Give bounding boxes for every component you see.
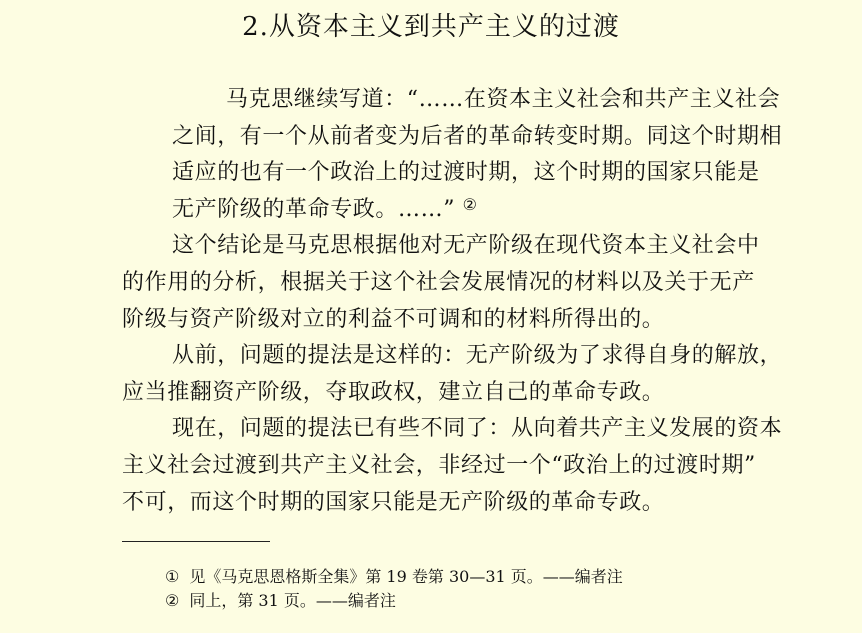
footnote-text: 同上，第 31 页。——编者注 — [189, 591, 396, 610]
paragraph-line: 从前，问题的提法是这样的：无产阶级为了求得自身的解放， — [172, 343, 783, 369]
quote-text: 无产阶级的革命专政。……” — [172, 196, 456, 222]
paragraph-line: 应当推翻资产阶级，夺取政权，建立自己的革命专政。 — [122, 379, 665, 405]
paragraph-line: 现在，问题的提法已有些不同了：从向着共产主义发展的资本 — [172, 416, 783, 442]
footnote-item — [165, 565, 623, 589]
body-text — [122, 82, 828, 521]
footnote-item — [165, 589, 623, 613]
quote-line-last — [122, 192, 828, 229]
paragraph-line: 的作用的分析，根据关于这个社会发展情况的材料以及关于无产 — [122, 269, 755, 295]
paragraph-line: 主义社会过渡到共产主义社会，非经过一个“政治上的过渡时期” — [122, 452, 756, 478]
paragraph-line: 这个结论是马克思根据他对无产阶级在现代资本主义社会中 — [172, 233, 760, 259]
footnote-text: 见《马克思恩格斯全集》第 19 卷第 30—31 页。——编者注 — [189, 567, 623, 586]
footnote-mark: ② — [165, 591, 180, 610]
footnote-mark: ① — [165, 567, 180, 586]
quote-line: 马克思继续写道：“……在资本主义社会和共产主义社会 — [226, 87, 781, 112]
paragraph-line: 不可，而这个时期的国家只能是无产阶级的革命专政。 — [122, 489, 665, 515]
quote-line: 之间，有一个从前者变为后者的革命转变时期。同这个时期相 — [172, 123, 783, 149]
paragraph-line: 阶级与资产阶级对立的利益不可调和的材料所得出的。 — [122, 306, 665, 332]
section-heading: 2.从资本主义到共产主义的过渡 — [242, 12, 620, 42]
footnote-divider — [122, 541, 270, 542]
footnotes — [165, 565, 623, 613]
quote-line: 适应的也有一个政治上的过渡时期，这个时期的国家只能是 — [172, 160, 760, 186]
footnote-reference: ② — [462, 194, 478, 214]
